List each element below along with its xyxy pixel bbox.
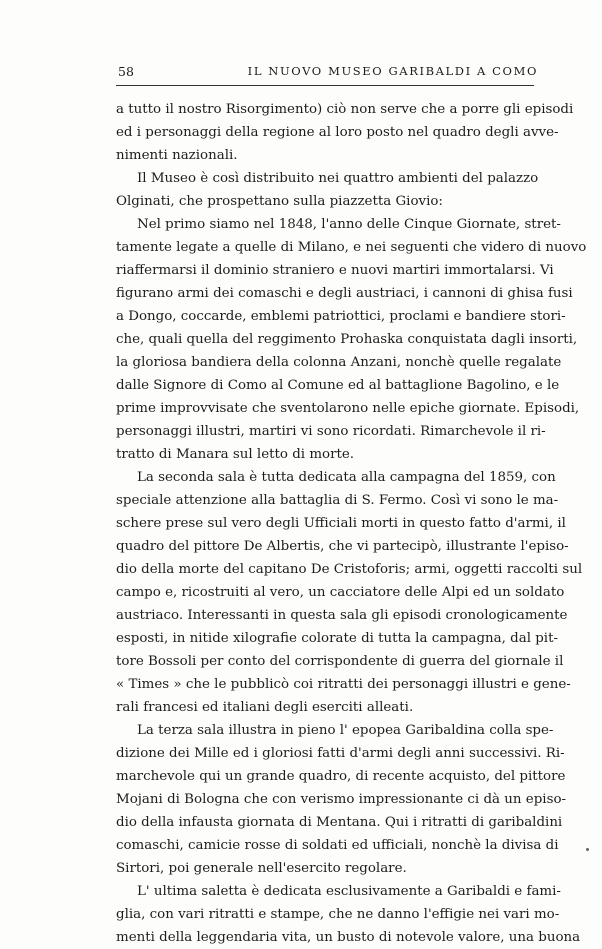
text-line: La terza sala illustra in pieno l' epopea Garibaldina colla spe- [137,723,554,738]
text-line: La seconda sala è tutta dedicata alla campagna del 1859, con [137,470,556,485]
text-line: figurano armi dei comaschi e degli austriaci, i cannoni di ghisa fusi [116,286,573,301]
text-line: campo e, ricostruiti al vero, un cacciatore delle Alpi ed un soldato [116,585,565,600]
text-line: austriaco. Interessanti in questa sala gli episodi cronologicamente [116,608,568,623]
text-line: speciale attenzione alla battaglia di S. Fermo. Così vi sono le ma- [116,493,559,508]
text-line: schere prese sul vero degli Ufficiali morti in questo fatto d'armi, il [116,516,566,531]
text-line: dizione dei Mille ed i gloriosi fatti d'armi degli anni successivi. Ri- [116,746,565,761]
text-line: personaggi illustri, martiri vi sono ricordati. Rimarchevole il ri- [116,424,546,439]
text-line: menti della leggendaria vita, un busto di notevole valore, una buona [116,930,581,945]
text-line: esposti, in nitide xilografie colorate di tutta la campagna, dal pit- [116,631,558,646]
text-line: comaschi, camicie rosse di soldati ed ufficiali, nonchè la divisa di [116,838,559,853]
text-line: a tutto il nostro Risorgimento) ciò non serve che a porre gli episodi [116,102,574,117]
page-number: 58 [118,64,134,79]
text-line: dalle Signore di Como al Comune ed al battaglione Bagolino, e le [116,378,560,393]
text-line: marchevole qui un grande quadro, di recente acquisto, del pittore [116,769,566,784]
text-line: che, quali quella del reggimento Prohaska conquistata dagli insorti, [116,332,578,347]
text-line: « Times » che le pubblicò coi ritratti dei personaggi illustri e gene- [116,677,571,692]
text-line: dio della morte del capitano De Cristoforis; armi, oggetti raccolti sul [116,562,583,577]
text-line: Olginati, che prospettano sulla piazzetta Giovio: [116,194,443,209]
text-line: la gloriosa bandiera della colonna Anzani, nonchè quelle regalate [116,355,562,370]
text-line: L' ultima saletta è dedicata esclusivamente a Garibaldi e fami- [137,884,561,899]
text-line: glia, con vari ritratti e stampe, che ne danno l'effigie nei vari mo- [116,907,560,922]
page-header [118,64,538,86]
text-line: prime improvvisate che sventolarono nelle epiche giornate. Episodi, [116,401,580,416]
text-line: quadro del pittore De Albertis, che vi partecipò, illustrante l'episo- [116,539,569,554]
text-line: ed i personaggi della regione al loro posto nel quadro degli avve- [116,125,559,140]
text-line: Mojani di Bologna che con verismo impressionante ci dà un episo- [116,792,567,807]
text-line: rali francesi ed italiani degli eserciti alleati. [116,700,414,715]
running-title: IL NUOVO MUSEO GARIBALDI A COMO [247,64,538,78]
text-line: tamente legate a quelle di Milano, e nei seguenti che videro di nuovo [116,240,587,255]
text-line: dio della infausta giornata di Mentana. Qui i ritratti di garibaldini [116,815,563,830]
text-line: Sirtori, poi generale nell'esercito regolare. [116,861,407,876]
text-line: tratto di Manara sul letto di morte. [116,447,355,462]
text-line: tore Bossoli per conto del corrispondente di guerra del giornale il [116,654,564,669]
text-line: Nel primo siamo nel 1848, l'anno delle Cinque Giornate, stret- [137,217,561,232]
text-line: riaffermarsi il dominio straniero e nuovi martiri immortalarsi. Vi [116,263,554,278]
body-text [116,98,587,949]
paper-speck [586,848,589,851]
text-line: nimenti nazionali. [116,148,238,163]
header-rule [116,85,534,86]
text-line: a Dongo, coccarde, emblemi patriottici, proclami e bandiere stori- [116,309,566,324]
text-line: Il Museo è così distribuito nei quattro ambienti del palazzo [137,171,539,186]
